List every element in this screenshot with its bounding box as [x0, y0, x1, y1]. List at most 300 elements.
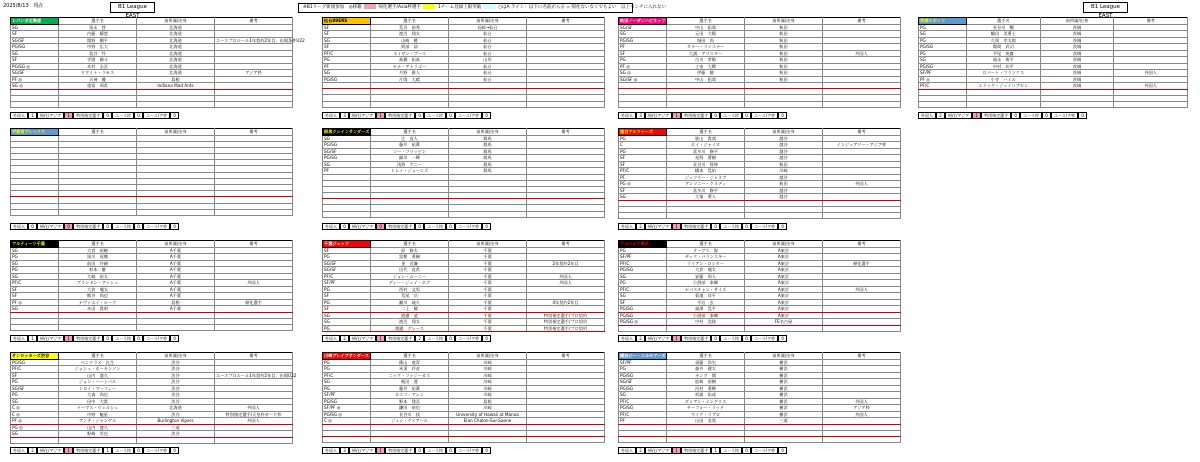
- player-name-cell: 飯田 遼: [371, 379, 449, 386]
- count-value-special: 0: [103, 335, 112, 342]
- player-name-cell: 辻 直人: [371, 135, 449, 142]
- player-name-cell: 藤井 祐眞: [371, 142, 449, 149]
- roster-table: [10, 128, 293, 216]
- count-value-naturalized: 1: [972, 112, 981, 119]
- position-cell: PG/SG: [619, 37, 667, 44]
- player-name-cell: 小酒部 泰暉: [667, 312, 745, 319]
- column-header-note: 備考: [215, 241, 293, 248]
- note-cell: [215, 437, 293, 443]
- player-name-cell: 長谷川 暢: [967, 24, 1041, 31]
- count-label-youth2: ユース/ア枠: [751, 447, 778, 454]
- count-label-foreign: 外国人: [322, 335, 340, 342]
- position-cell: PF/C: [323, 273, 371, 280]
- player-name-cell: トーマス・ウェルシュ: [59, 405, 137, 412]
- origin-cell: 島根: [137, 76, 215, 83]
- roster-counts: [918, 112, 1188, 120]
- origin-cell: 横浜: [745, 379, 823, 386]
- origin-cell: A千葉: [137, 260, 215, 267]
- position-cell: PF/C: [11, 280, 59, 287]
- note-cell: 外国人: [215, 280, 293, 287]
- count-label-special: 特別指定選手: [981, 112, 1011, 119]
- column-header-name: 選手名: [967, 18, 1041, 25]
- count-value-youth: 0: [446, 335, 455, 342]
- origin-cell: 茨城: [1040, 50, 1114, 57]
- player-name-cell: トロイ・マーフィー: [59, 385, 137, 392]
- player-name-cell: 中村 功平: [967, 63, 1041, 70]
- origin-cell: 川崎: [449, 372, 527, 379]
- count-value-youth2: 0: [170, 335, 179, 342]
- origin-cell: 仙台: [449, 31, 527, 38]
- position-cell: PF/C: [619, 260, 667, 267]
- player-name-cell: 喜多川 修平: [667, 148, 745, 155]
- player-name-cell: 堀田 尚: [667, 37, 745, 44]
- count-label-youth: ユース枠: [424, 447, 446, 454]
- team-name: 川崎ブレイブサンダース: [324, 353, 369, 358]
- position-cell: SG/SF: [11, 385, 59, 392]
- position-cell: PG/SG: [619, 267, 667, 274]
- origin-cell: 渋谷: [137, 379, 215, 386]
- position-cell: PG: [11, 267, 59, 274]
- player-name-cell: タナー・ライスナー: [667, 44, 745, 51]
- position-cell: SG: [11, 398, 59, 405]
- roster-table: [618, 17, 901, 108]
- origin-cell: 長崎→仙台: [449, 24, 527, 31]
- player-name-cell: 陽岡 武司: [967, 44, 1041, 51]
- player-name-cell: 渡邉 凌: [371, 312, 449, 319]
- origin-cell: 北海道: [137, 44, 215, 51]
- origin-cell: 渋谷: [137, 392, 215, 399]
- column-header-name: 選手名: [667, 18, 745, 25]
- position-cell: PG ◎: [619, 181, 667, 188]
- note-cell: [527, 211, 605, 217]
- note-cell: ユースプロルール1年契約2年目、出場U22: [216, 372, 297, 378]
- position-cell: PG: [323, 57, 371, 64]
- player-name-cell: ダミアン・イングリス: [667, 398, 745, 405]
- player-name-cell: 久岡 幸太郎: [967, 37, 1041, 44]
- count-label-naturalized: 帰化/アジア: [349, 112, 376, 119]
- player-name-cell: 山内 盛久: [59, 372, 137, 379]
- position-cell: SF/PF: [323, 392, 371, 399]
- origin-cell: A東京: [745, 247, 823, 254]
- player-name-cell: 福永 侑平: [967, 57, 1041, 64]
- league-title-left: B1 League EAST: [110, 2, 155, 13]
- roster-counts: [322, 223, 605, 231]
- origin-cell: 千葉: [449, 319, 527, 326]
- origin-cell: [745, 101, 823, 107]
- position-cell: C ◎: [323, 418, 371, 425]
- origin-cell: 秋田: [745, 181, 823, 188]
- origin-cell: 仙台: [449, 50, 527, 57]
- note-cell: アジア枠: [215, 70, 293, 77]
- column-header-origin: 前所属/出身: [745, 241, 823, 248]
- position-cell: [619, 101, 667, 107]
- count-value-special: 0: [415, 112, 424, 119]
- player-name-cell: 浅野 ケニー: [371, 161, 449, 168]
- position-cell: SG: [11, 260, 59, 267]
- position-cell: PF: [323, 168, 371, 175]
- note-cell: [527, 436, 605, 442]
- player-name-cell: アンテ・ジャンゲル: [59, 418, 137, 425]
- origin-cell: 越谷: [745, 174, 823, 181]
- position-cell: SF/PF: [919, 70, 967, 77]
- count-value-special: 0: [711, 335, 720, 342]
- table-row: [619, 101, 901, 107]
- roster-table: [618, 352, 901, 443]
- roster-table: [322, 352, 605, 443]
- player-name-cell: [59, 437, 137, 443]
- origin-cell: Elan Chalon-Sur-Saone: [449, 418, 527, 425]
- player-name-cell: 大森 尚也: [59, 392, 137, 399]
- origin-cell: A千葉: [137, 280, 215, 287]
- origin-cell: A東京: [745, 299, 823, 306]
- roster-table: [918, 17, 1188, 108]
- note-cell: [823, 212, 901, 218]
- player-name-cell: 伊藤 駿: [667, 70, 745, 77]
- count-value-youth2: 0: [1078, 112, 1087, 119]
- count-label-youth: ユース枠: [112, 223, 134, 230]
- player-name-cell: 野本 建吾: [371, 398, 449, 405]
- position-cell: PG/SG: [323, 398, 371, 405]
- position-cell: PF: [619, 418, 667, 425]
- count-label-youth: ユース枠: [720, 112, 742, 119]
- count-label-special: 特別指定選手: [681, 223, 711, 230]
- origin-cell: 北海道: [137, 405, 215, 412]
- origin-cell: 茨城: [1040, 70, 1114, 77]
- column-header-name: 選手名: [371, 353, 449, 360]
- origin-cell: 横浜: [745, 398, 823, 405]
- player-name-cell: 長谷川 技: [371, 411, 449, 418]
- count-value-foreign: 3: [636, 112, 645, 119]
- player-name-cell: [59, 101, 137, 107]
- count-value-youth2: 0: [778, 335, 787, 342]
- player-name-cell: 二上 耀: [371, 306, 449, 313]
- count-label-special: 特別指定選手: [385, 223, 415, 230]
- position-cell: SG: [323, 319, 371, 326]
- team-name: アルバルク東京: [619, 241, 667, 248]
- column-header-origin: 前所属/出身: [137, 353, 215, 360]
- count-label-youth: ユース枠: [112, 112, 134, 119]
- position-cell: [323, 101, 371, 107]
- position-cell: PF/C: [323, 372, 371, 379]
- origin-cell: 仙台: [449, 37, 527, 44]
- count-value-naturalized: 0: [64, 223, 73, 230]
- count-label-special: 特別指定選手: [73, 335, 103, 342]
- player-name-cell: 中山 拓哉: [667, 24, 745, 31]
- player-name-cell: 大浦 アリスター: [667, 50, 745, 57]
- position-cell: SF: [619, 299, 667, 306]
- count-label-youth2: ユース/ア枠: [455, 335, 482, 342]
- count-value-youth2: 0: [778, 112, 787, 119]
- count-value-special: 0: [711, 223, 720, 230]
- count-value-special: 1: [711, 447, 720, 454]
- player-name-cell: アンソニー・ケネディ: [667, 181, 745, 188]
- count-value-naturalized: 1: [672, 447, 681, 454]
- team-name: 宇都宮ブレックス: [11, 129, 59, 136]
- roster-counts: [322, 335, 605, 343]
- column-header-name: 選手名: [371, 241, 449, 248]
- player-name-cell: [371, 211, 449, 217]
- roster-counts: [10, 223, 293, 231]
- count-value-foreign: 2: [636, 223, 645, 230]
- player-name-cell: 中野 広大: [59, 44, 137, 51]
- count-label-foreign: 外国人: [618, 223, 636, 230]
- column-header-name: 選手名: [371, 129, 449, 136]
- position-cell: SG: [323, 312, 371, 319]
- note-cell: 外国人: [1114, 70, 1188, 77]
- player-name-cell: 鶴田 美勇士: [967, 31, 1041, 38]
- origin-cell: 群馬: [449, 155, 527, 162]
- origin-cell: 横浜: [745, 366, 823, 373]
- team-name: 群馬クレインサンダーズ: [324, 129, 370, 134]
- position-cell: SG: [11, 50, 59, 57]
- note-cell: [823, 101, 901, 107]
- team-name: レバンガ北海道: [11, 18, 59, 25]
- note-cell: [215, 324, 293, 330]
- player-name-cell: 中村 浩陸: [667, 319, 745, 326]
- note-cell: [823, 436, 901, 442]
- note-cell: 外国人: [527, 280, 605, 287]
- count-value-youth2: 0: [482, 447, 491, 454]
- origin-cell: 群馬: [449, 161, 527, 168]
- column-header-origin: 前所属/出身: [745, 18, 823, 25]
- player-name-cell: 田代 直希: [371, 267, 449, 274]
- player-name-cell: 大倉 颯太: [667, 267, 745, 274]
- origin-cell: A千葉: [137, 247, 215, 254]
- origin-cell: 秋田: [745, 31, 823, 38]
- count-label-youth: ユース枠: [424, 112, 446, 119]
- player-name-cell: 渡辺 翔太: [371, 319, 449, 326]
- count-label-special: 特別指定選手: [73, 447, 103, 454]
- origin-cell: FE名古屋: [745, 319, 823, 326]
- position-cell: SG/SF: [619, 379, 667, 386]
- table-row: [619, 212, 901, 218]
- count-label-special: 特別指定選手: [73, 223, 103, 230]
- count-value-youth: 0: [134, 335, 143, 342]
- team-panel: [322, 128, 605, 231]
- player-name-cell: 山内 盛久: [59, 424, 137, 431]
- player-name-cell: 髙橋 拓真: [371, 57, 449, 64]
- player-name-cell: ベンドラメ 礼生: [59, 359, 137, 366]
- player-name-cell: 藤井 祐眞: [371, 385, 449, 392]
- position-cell: [323, 436, 371, 442]
- player-name-cell: セバスチャン・サイズ: [667, 286, 745, 293]
- player-name-cell: 土家 大輝: [667, 63, 745, 70]
- position-cell: SG/SF: [11, 70, 59, 77]
- roster-counts: [322, 447, 605, 455]
- column-header-origin: 前所属/出身: [137, 241, 215, 248]
- count-label-special: 特別指定選手: [385, 447, 415, 454]
- origin-cell: 千葉: [449, 260, 527, 267]
- player-name-cell: 熊谷 尚也: [59, 293, 137, 300]
- origin-cell: 群馬: [449, 148, 527, 155]
- position-cell: [919, 101, 967, 107]
- roster-table: [618, 240, 901, 332]
- legend-swatch-cyan: [484, 4, 496, 9]
- position-cell: C: [619, 142, 667, 149]
- position-cell: PF/C: [619, 411, 667, 418]
- legend: [298, 3, 667, 13]
- origin-cell: 茨城: [1040, 44, 1114, 51]
- team-panel: [618, 128, 901, 231]
- column-header-name: 選手名: [59, 129, 137, 136]
- position-cell: SF: [619, 187, 667, 194]
- position-cell: SG: [919, 31, 967, 38]
- table-row: [11, 437, 293, 443]
- player-name-cell: [667, 325, 745, 331]
- column-header-note: 備考: [823, 353, 901, 360]
- count-value-foreign: 2: [636, 335, 645, 342]
- note-cell: 外国人: [215, 405, 293, 412]
- table-row: [11, 324, 293, 330]
- origin-cell: 島根: [449, 398, 527, 405]
- position-cell: PF/C: [11, 366, 59, 373]
- origin-cell: 千葉: [449, 267, 527, 274]
- position-cell: PG/SG: [619, 306, 667, 313]
- count-value-youth: 0: [134, 447, 143, 454]
- team-panel: [10, 128, 293, 231]
- count-value-naturalized: 1: [64, 112, 73, 119]
- column-header-origin: 前所属/出身: [449, 241, 527, 248]
- player-name-cell: 月野 雅人: [371, 70, 449, 77]
- origin-cell: 横浜: [745, 385, 823, 392]
- position-cell: SG: [619, 392, 667, 399]
- position-cell: PF: [323, 63, 371, 70]
- count-value-youth2: 0: [170, 223, 179, 230]
- column-header-name: 選手名: [667, 241, 745, 248]
- note-cell: 外国人: [823, 181, 901, 188]
- player-name-cell: 木村 圭吾: [59, 63, 137, 70]
- position-cell: SF: [323, 44, 371, 51]
- position-cell: SF/PF: [323, 280, 371, 287]
- count-label-youth2: ユース/ア枠: [455, 447, 482, 454]
- player-name-cell: 杉本 慶: [59, 267, 137, 274]
- position-cell: PG/SG: [323, 155, 371, 162]
- position-cell: SG: [11, 431, 59, 438]
- player-name-cell: ニック・ファジーカス: [371, 372, 449, 379]
- origin-cell: [137, 324, 215, 330]
- position-cell: PG: [619, 57, 667, 64]
- table-row: [11, 209, 293, 215]
- origin-cell: 川崎: [745, 168, 823, 175]
- count-value-naturalized: 1: [64, 447, 73, 454]
- count-label-youth: ユース枠: [720, 447, 742, 454]
- origin-cell: 三遠: [745, 418, 823, 425]
- roster-counts: [618, 112, 901, 120]
- note-cell: [215, 209, 293, 215]
- column-header-note: 備考: [215, 18, 293, 25]
- roster-table: [10, 17, 305, 108]
- note-cell: [527, 101, 605, 107]
- player-name-cell: 渡辺 翔太: [371, 31, 449, 38]
- origin-cell: 千葉: [449, 306, 527, 313]
- origin-cell: 横浜: [745, 405, 823, 412]
- count-value-foreign: 3: [340, 112, 349, 119]
- count-label-naturalized: 帰化/アジア: [349, 447, 376, 454]
- roster-table: [322, 17, 605, 108]
- origin-cell: 横浜: [745, 359, 823, 366]
- player-name-cell: 荒谷 裕秀: [371, 24, 449, 31]
- origin-cell: 越谷: [745, 142, 823, 149]
- origin-cell: [137, 437, 215, 443]
- count-label-youth2: ユース/ア枠: [751, 335, 778, 342]
- position-cell: SG: [619, 194, 667, 201]
- count-value-foreign: 2: [636, 447, 645, 454]
- count-value-youth: 0: [134, 223, 143, 230]
- player-name-cell: セナ・アトラゴー: [371, 63, 449, 70]
- count-value-youth: 0: [1042, 112, 1051, 119]
- origin-cell: A東京: [745, 280, 823, 287]
- count-value-youth: 0: [742, 112, 751, 119]
- position-cell: PG: [11, 254, 59, 261]
- origin-cell: [137, 209, 215, 215]
- player-name-cell: ナヴァエイ・ルーク: [59, 299, 137, 306]
- count-label-special: 特別指定選手: [73, 112, 103, 119]
- origin-cell: 川崎: [449, 392, 527, 399]
- note-cell: 外国人: [215, 418, 293, 425]
- note-cell: 帰化選手: [823, 260, 901, 267]
- position-cell: SG: [11, 24, 59, 31]
- player-name-cell: [59, 324, 137, 330]
- column-header-origin: 前所属/出身: [745, 353, 823, 360]
- position-cell: SG/SF ◎: [619, 76, 667, 83]
- player-name-cell: ネイサン・ブース: [371, 50, 449, 57]
- count-value-youth2: 0: [482, 112, 491, 119]
- origin-cell: 越谷: [745, 135, 823, 142]
- player-name-cell: ジョシュ・ホーキンソン: [59, 366, 137, 373]
- origin-cell: [745, 212, 823, 218]
- count-label-foreign: 外国人: [618, 112, 636, 119]
- position-cell: PG: [919, 24, 967, 31]
- player-name-cell: 河村 勇輝: [667, 385, 745, 392]
- player-name-cell: 西村 文男: [371, 286, 449, 293]
- count-value-youth2: 0: [482, 223, 491, 230]
- legend-swatch-pink: [364, 4, 376, 9]
- count-label-foreign: 外国人: [322, 112, 340, 119]
- origin-cell: 北海道: [137, 70, 215, 77]
- count-label-foreign: 外国人: [918, 112, 936, 119]
- position-cell: PG: [323, 359, 371, 366]
- count-value-special: 1: [103, 447, 112, 454]
- player-name-cell: コー・フリッピン: [371, 148, 449, 155]
- note-cell: 特別指定選手/プロ契約: [527, 325, 605, 332]
- origin-cell: A東京: [745, 293, 823, 300]
- player-name-cell: ドワイト・ラモス: [59, 70, 137, 77]
- count-value-special: 0: [103, 112, 112, 119]
- note-cell: アジア枠: [823, 405, 901, 412]
- count-value-naturalized: 1: [672, 335, 681, 342]
- team-panel: [618, 17, 901, 120]
- position-cell: PG/SG: [11, 359, 59, 366]
- count-value-naturalized: 1: [376, 112, 385, 119]
- origin-cell: 川崎: [449, 405, 527, 412]
- position-cell: PG: [619, 280, 667, 287]
- count-value-special: 0: [415, 223, 424, 230]
- count-label-youth2: ユース/ア枠: [143, 223, 170, 230]
- origin-cell: 千葉: [449, 325, 527, 332]
- team-panel: [618, 240, 901, 343]
- origin-cell: [1040, 101, 1114, 107]
- player-name-cell: 木田 貴明: [59, 306, 137, 313]
- player-name-cell: ホイ・ジャイロ: [667, 142, 745, 149]
- position-cell: PG: [919, 50, 967, 57]
- count-value-foreign: 0: [340, 223, 349, 230]
- position-cell: PF/C: [619, 398, 667, 405]
- origin-cell: A東京: [745, 306, 823, 313]
- column-header-name: 選手名: [667, 129, 745, 136]
- count-label-naturalized: 帰化/アジア: [945, 112, 972, 119]
- player-name-cell: 原 修太: [371, 247, 449, 254]
- note-cell: 外国人: [823, 398, 901, 405]
